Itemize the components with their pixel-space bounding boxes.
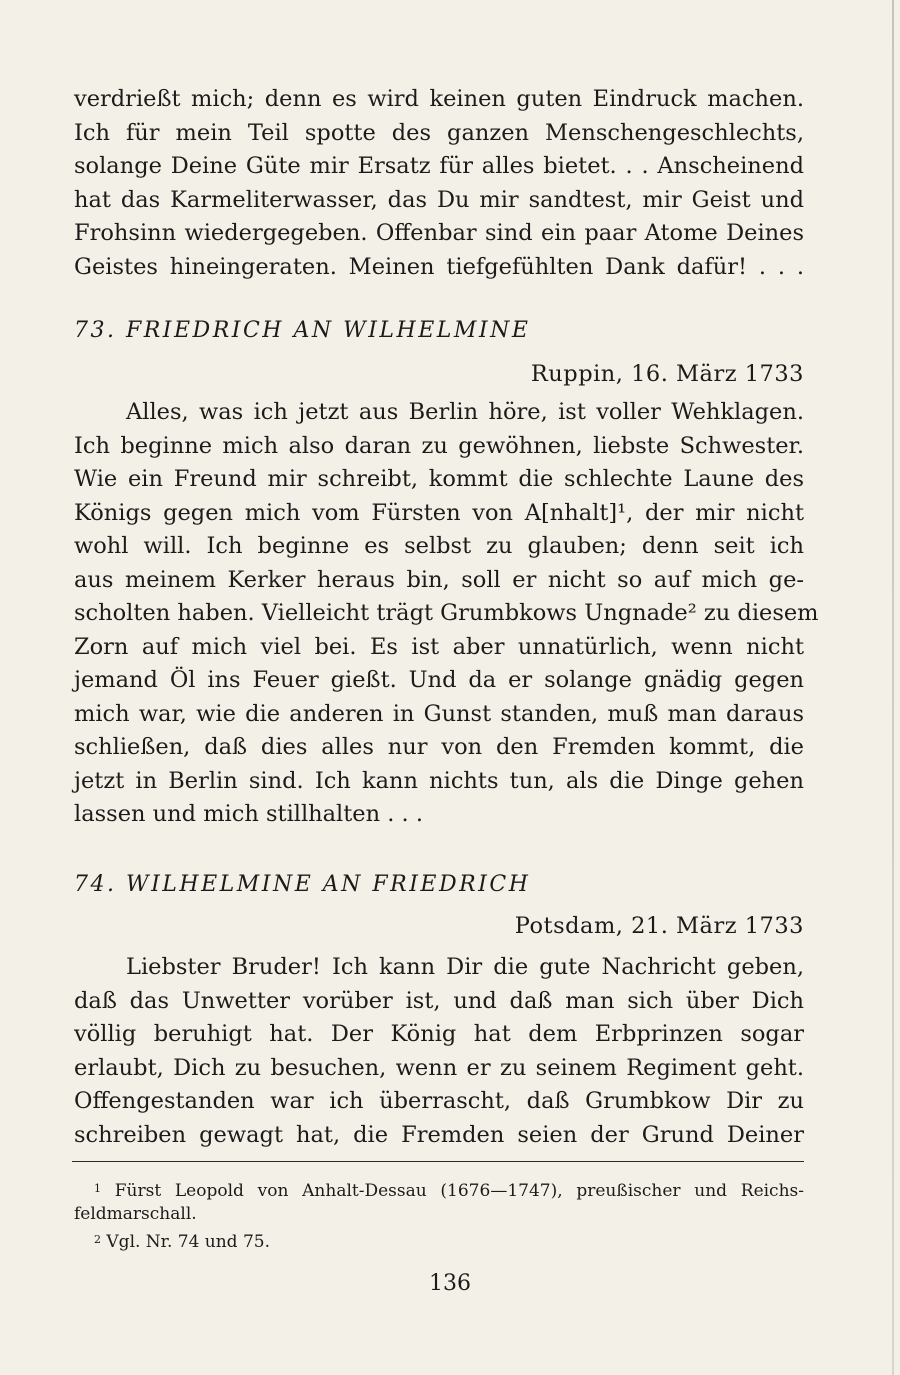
text-line: Geistes hineingeraten. Meinen tiefgefühlten Dank dafür! . . . [74, 253, 804, 280]
footnote-divider [72, 1161, 804, 1162]
text-line: scholten haben. Vielleicht trägt Grumbkows Ungnade² zu diesem [74, 600, 819, 626]
text-line: solange Deine Güte mir Ersatz für alles bietet. . . Anscheinend [74, 153, 804, 179]
text-line: schließen, daß dies alles nur von den Fremden kommt, die [74, 734, 804, 760]
letter-73-body [74, 396, 819, 832]
text-line: Wie ein Freund mir schreibt, kommt die schlechte Laune des [74, 466, 804, 492]
text-line: Königs gegen mich vom Fürsten von A[nhalt]¹, der mir nicht [74, 499, 804, 526]
text-line: wohl will. Ich beginne es selbst zu glauben; denn seit ich [74, 533, 804, 559]
text-line: Offengestanden war ich überrascht, daß Grumbkow Dir zu [74, 1088, 804, 1114]
text-line: daß das Unwetter vorüber ist, und daß man sich über Dich [74, 987, 804, 1014]
text-line: hat das Karmeliterwasser, das Du mir sandtest, mir Geist und [74, 186, 804, 213]
text-line: mich war, wie die anderen in Gunst standen, muß man daraus [74, 700, 804, 727]
footnote-2 [74, 1227, 804, 1255]
text-line: Liebster Bruder! Ich kann Dir die gute Nachricht geben, [126, 954, 804, 980]
text-line: Ich beginne mich also daran zu gewöhnen, liebste Schwester. [74, 432, 804, 459]
footnote-text: Fürst Leopold von Anhalt-Dessau (1676—1747), preußischer und Reichs- [114, 1181, 804, 1201]
letter-74-body [74, 951, 804, 1152]
footnote-1-line-2: feldmarschall. [74, 1204, 197, 1224]
text-line: erlaubt, Dich zu besuchen, wenn er zu seinem Regiment geht. [74, 1054, 804, 1081]
footnote-1-line-1 [74, 1176, 804, 1204]
letter-74-heading: 74. WILHELMINE AN FRIEDRICH [74, 872, 531, 897]
footnote-text: Vgl. Nr. 74 und 75. [106, 1232, 271, 1252]
text-line: Alles, was ich jetzt aus Berlin höre, ist voller Wehklagen. [126, 399, 804, 425]
page-edge-shadow [892, 0, 894, 1375]
opening-paragraph [74, 83, 804, 284]
footnote-mark: 2 [94, 1233, 101, 1246]
text-line: aus meinem Kerker heraus bin, soll er nicht so auf mich ge- [74, 566, 804, 593]
text-line: Zorn auf mich viel bei. Es ist aber unnatürlich, wenn nicht [74, 633, 804, 660]
text-line: völlig beruhigt hat. Der König hat dem Erbprinzen sogar [74, 1021, 804, 1047]
text-line: lassen und mich stillhalten . . . [74, 801, 424, 827]
text-line: verdrießt mich; denn es wird keinen guten Eindruck machen. [74, 86, 804, 112]
letter-74-dateline: Potsdam, 21. März 1733 [514, 913, 804, 939]
page-number: 136 [429, 1271, 471, 1296]
text-line: schreiben gewagt hat, die Fremden seien der Grund Deiner [74, 1121, 804, 1148]
footnote-mark: 1 [94, 1182, 101, 1195]
letter-73-dateline: Ruppin, 16. März 1733 [530, 361, 804, 387]
text-line: jetzt in Berlin sind. Ich kann nichts tun, als die Dinge gehen [74, 767, 804, 794]
text-line: Ich für mein Teil spotte des ganzen Menschengeschlechts, [74, 119, 804, 146]
text-line: Frohsinn wiedergegeben. Offenbar sind ein paar Atome Deines [74, 220, 804, 246]
text-line: jemand Öl ins Feuer gießt. Und da er solange gnädig gegen [74, 667, 804, 693]
letter-73-heading: 73. FRIEDRICH AN WILHELMINE [74, 318, 531, 343]
